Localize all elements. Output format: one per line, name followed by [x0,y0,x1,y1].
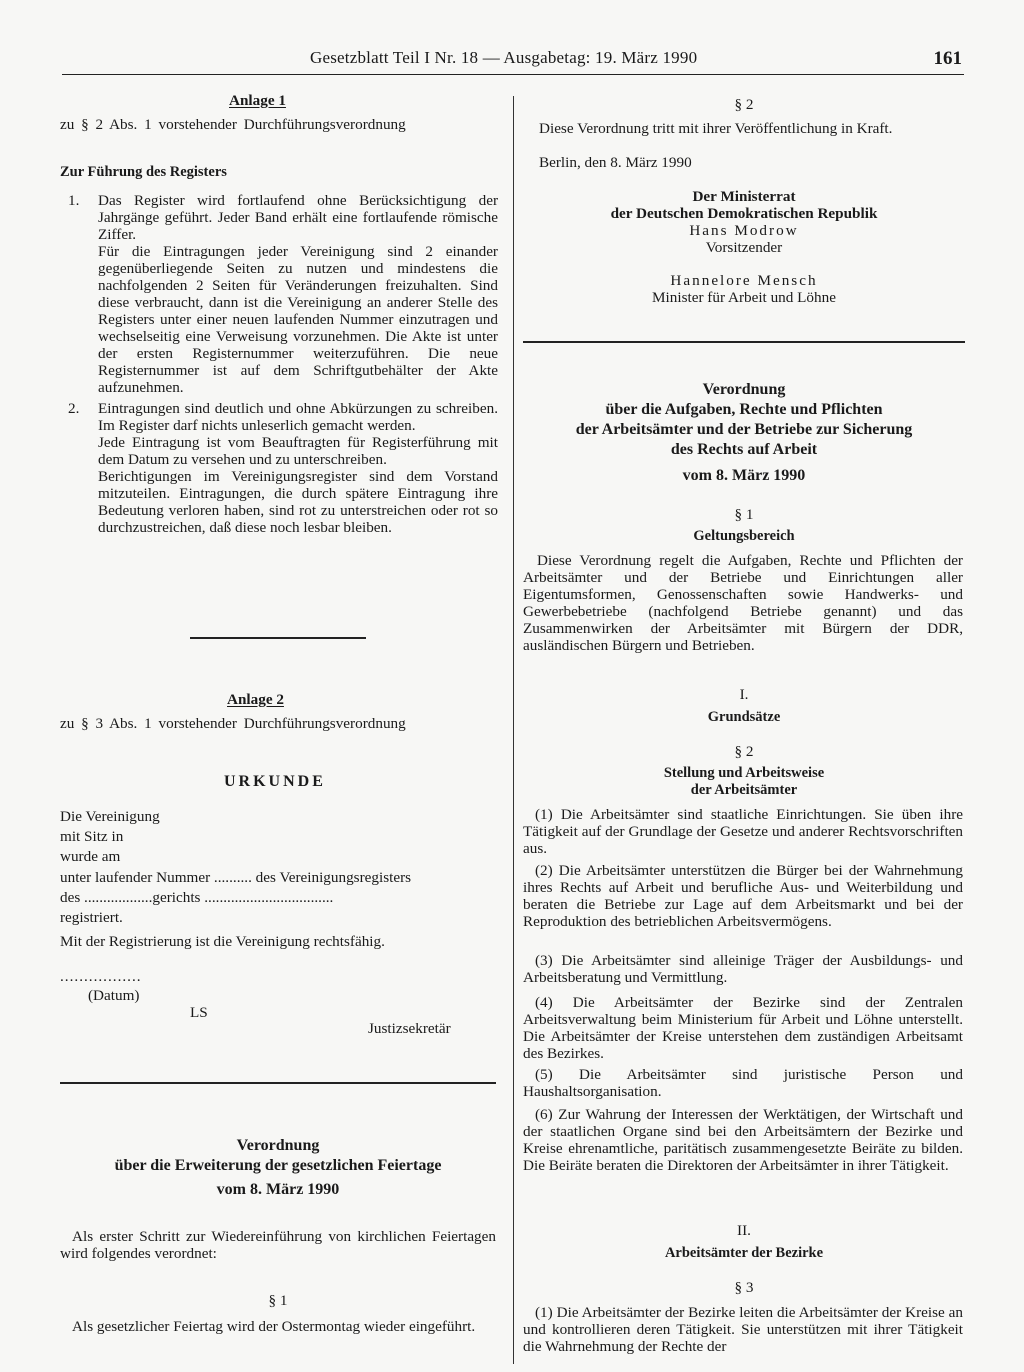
section-paragraph: (4) Die Arbeitsämter der Bezirke sind der Zentralen Arbeitsverwaltung beim Ministerium für Arbeit und Löhne unterstellt. Die Arbeitsämter der Kreise unterstehen dem zuständigen Arbeitsamt des Bezirkes. [523,994,963,1062]
item-paragraph: Das Register wird fortlaufend ohne Berücksichtigung der Jahrgänge geführt. Jeder Band erhält eine fortlaufende römische Ziffer. [98,192,498,243]
feiertage-title-line: vom 8. März 1990 [216,1181,340,1198]
section-paragraph: (3) Die Arbeitsämter sind alleinige Träger der Ausbildungs- und Arbeitsberatung und Vermittlung. [523,952,963,986]
section-title: Stellung und Arbeitsweise [663,765,825,781]
title-line: vom 8. März 1990 [682,467,806,484]
urkunde-heading: URKUNDE [224,773,326,790]
item-paragraph: Eintragungen sind deutlich und ohne Abkürzungen zu schreiben. Im Register darf nichts unleserlich gemacht werden. [98,400,498,434]
section-heading: § 2 [734,96,754,113]
item-paragraph: Berichtigungen im Vereinigungsregister sind dem Vorstand mitzuteilen. Eintragungen, die durch spätere Eintragung ihre Bedeutung verloren haben, sind rot zu unterstreichen oder rot so durchzustreichen, daß diese noch lesbar bleiben. [98,468,498,536]
section-paragraph: (1) Die Arbeitsämter sind staatliche Einrichtungen. Sie üben ihre Tätigkeit auf der Grundlage der Gesetze und anderer Rechtsvorschriften aus. [523,806,963,857]
arbeitsaemter-title [523,380,965,486]
item-paragraph: Für die Eintragungen jeder Vereinigung sind 2 einander gegenüberliegende Seiten zu nutzen und mindestens die nachfolgenden 2 Seiten für Veränderungen freizuhalten. Sind diese verbraucht, dann ist die Vereinigung an anderer Stelle des Registers unter einer neuen laufenden Nummer einzutragen und wechselseitig eine Verweisung vorzunehmen. Die Akte ist unter der ersten Registernummer weiterzuführen. Die neue Registernummer ist auf dem Schriftgutbehälter der Akte aufzunehmen. [98,243,498,396]
signatory-name: Hannelore Mensch [670,272,818,289]
urkunde-line: wurde am [60,848,121,865]
page-header [62,46,964,75]
feiertage-title [60,1136,496,1200]
urkunde-line: Die Vereinigung [60,808,160,825]
section-title: Geltungsbereich [693,528,795,544]
section-title: der Arbeitsämter [690,782,798,798]
signature-block [523,188,965,306]
anlage2-title: Anlage 2 [227,691,284,708]
signatory-name: Hans Modrow [689,222,799,239]
item-number: 2. [68,400,80,417]
title-line: der Arbeitsämter und der Betriebe zur Sicherung [575,421,913,438]
item-number: 1. [68,192,80,209]
register-item-2 [68,400,498,584]
feiertage-text: Als gesetzlicher Feiertag wird der Ostermontag wieder eingeführt. [72,1318,476,1335]
separator-rule [523,341,965,343]
register-item-1 [68,192,498,396]
anlage1-heading: Zur Führung des Registers [60,164,227,180]
section-paragraph: (1) Die Arbeitsämter der Bezirke leiten die Arbeitsämter der Kreise an und kontrollieren deren Tätigkeit. Sie unterstützen mit ihrer Tätigkeit die Wahrnehmung der Rechte der [523,1304,963,1355]
part-title: Grundsätze [707,709,781,725]
section-paragraph: (2) Die Arbeitsämter unterstützen die Bürger bei der Wahrnehmung ihres Rechts auf Arbeit und berufliche Aus- und Weiterbildung und beraten die Betriebe zur Lage auf dem Arbeitsmarkt und bei der Reproduktion des betrieblichen Arbeitsvermögens. [523,862,963,930]
date-label: (Datum) [88,987,140,1004]
title-line: des Rechts auf Arbeit [670,441,818,458]
section-heading: § 3 [734,1279,754,1296]
anlage1-subtitle: zu § 2 Abs. 1 vorstehender Durchführungsverordnung [60,116,406,133]
signatory-org: Der Ministerrat [692,188,796,205]
signer-title: Justizsekretär [368,1020,451,1037]
section-text: Diese Verordnung tritt mit ihrer Veröffentlichung in Kraft. [539,120,893,137]
urkunde-line: unter laufender Nummer .......... des Vereinigungsregisters [60,869,412,886]
section-heading: § 1 [734,506,754,523]
urkunde-line: des ..................gerichts .................................. [60,889,334,906]
title-line: über die Aufgaben, Rechte und Pflichten [605,401,883,418]
part-number: I. [739,686,749,703]
part-title: Arbeitsämter der Bezirke [664,1245,824,1261]
column-divider [513,96,514,1364]
date-dots: ................. [60,968,142,985]
signatory-role: Minister für Arbeit und Löhne [652,289,836,306]
item-paragraph: Jede Eintragung ist vom Beauftragten für Registerführung mit dem Datum zu versehen und zu unterschreiben. [98,434,498,468]
anlage1-title: Anlage 1 [229,92,286,109]
separator-rule [190,637,366,639]
title-line: Verordnung [702,381,786,398]
page-number: 161 [933,48,962,69]
anlage2-subtitle: zu § 3 Abs. 1 vorstehender Durchführungsverordnung [60,715,406,732]
urkunde-line: mit Sitz in [60,828,124,845]
section-paragraph: (5) Die Arbeitsämter sind juristische Person und Haushaltsorganisation. [523,1066,963,1100]
feiertage-title-line: Verordnung [236,1137,320,1154]
section-heading: § 2 [734,743,754,760]
signatory-org: der Deutschen Demokratischen Republik [610,205,878,222]
urkunde-line: registriert. [60,909,123,926]
feiertage-title-line: über die Erweiterung der gesetzlichen Feiertage [114,1157,442,1174]
header-text: Gesetzblatt Teil I Nr. 18 — Ausgabetag: 19. März 1990 [310,48,698,67]
section-text: Diese Verordnung regelt die Aufgaben, Rechte und Pflichten der Arbeitsämter und der Betriebe und Einrichtungen aller Eigentumsformen, Genossenschaften sowie Handwerks- und Gewerbebetriebe (nachfolgend Betriebe genannt) und das Zusammenwirken der Arbeitsämter mit Bürgern der DDR, ausländischen Bürgern und Betrieben. [523,552,963,654]
feiertage-intro: Als erster Schritt zur Wiedereinführung von kirchlichen Feiertagen wird folgendes verordnet: [60,1228,496,1262]
part-number: II. [737,1222,751,1239]
place-date: Berlin, den 8. März 1990 [539,154,692,171]
seal-ls: LS [190,1004,208,1021]
separator-rule [60,1082,496,1084]
section-paragraph: (6) Zur Wahrung der Interessen der Werktätigen, der Wirtschaft und der staatlichen Organe sind bei den Arbeitsämtern der Bezirke und Kreise ehrenamtliche, paritätisch zusammengesetzte Beiräte zu bilden. Die Beiräte beraten die Direktoren der Arbeitsämter in ihrer Tätigkeit. [523,1106,963,1174]
signatory-role: Vorsitzender [705,239,783,256]
urkunde-line: Mit der Registrierung ist die Vereinigung rechtsfähig. [60,933,385,950]
feiertage-section: § 1 [268,1292,288,1309]
